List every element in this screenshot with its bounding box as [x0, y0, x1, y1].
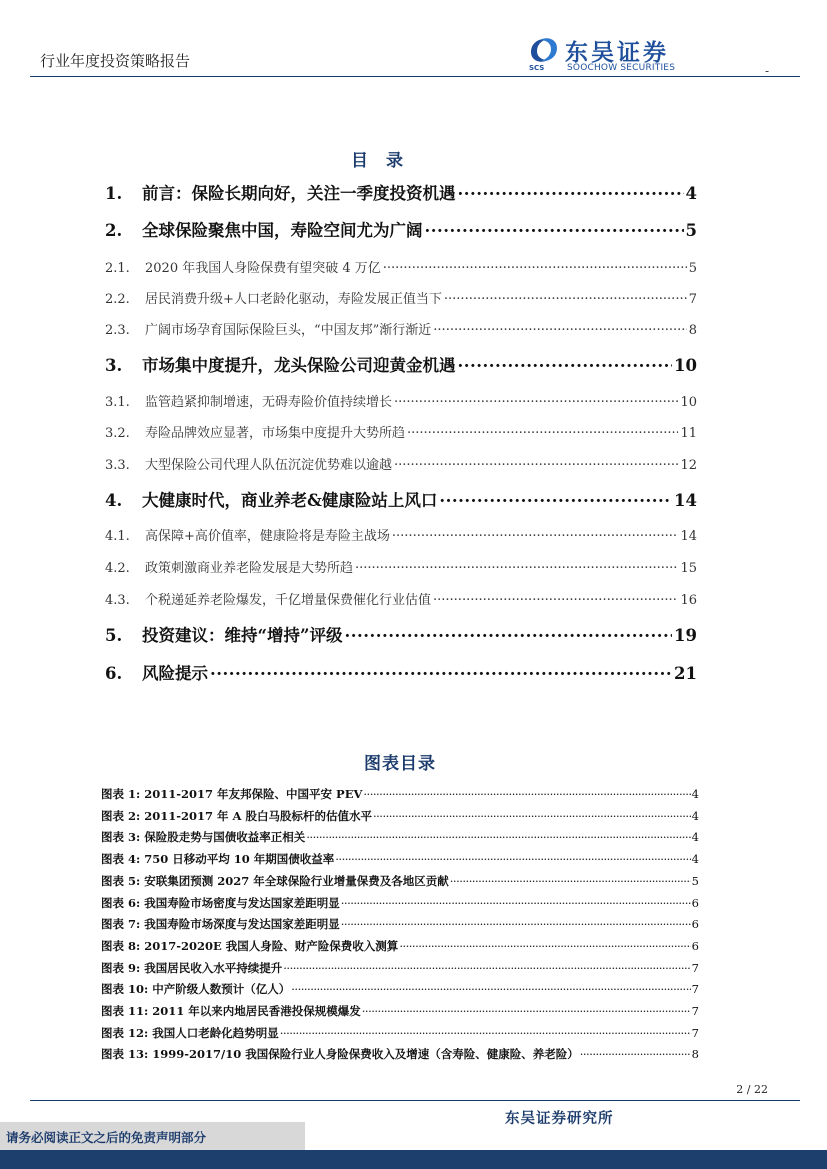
scs-logo-icon — [527, 36, 561, 66]
figure-entry-text: 图表 3: 保险股走势与国债收益率正相关 — [101, 830, 306, 844]
figure-leader-dots — [341, 896, 691, 908]
toc-leader-dots — [383, 259, 687, 272]
figure-entry-page: 4 — [691, 787, 699, 801]
figure-entry[interactable] — [101, 1003, 699, 1019]
toc-entry-page: 5 — [688, 261, 697, 276]
toc-entry-text: 风险提示 — [142, 664, 208, 683]
report-type-title: 行业年度投资策略报告 — [40, 52, 191, 70]
toc-entry-number: 4. — [105, 491, 123, 510]
toc-entry[interactable] — [105, 487, 697, 511]
toc-entry-page: 11 — [680, 426, 697, 441]
toc-subentry[interactable] — [105, 589, 697, 608]
figure-entry[interactable] — [101, 829, 699, 845]
figure-leader-dots — [373, 809, 691, 821]
toc-entry-text: 高保障+高价值率，健康险将是寿险主战场 — [145, 529, 390, 544]
figure-entry[interactable] — [101, 873, 699, 889]
toc-entry-text: 政策刺激商业养老险发展是大势所趋 — [145, 561, 354, 576]
figure-entry[interactable] — [101, 851, 699, 867]
toc-entry-page: 4 — [685, 184, 697, 203]
figure-leader-dots — [399, 939, 690, 951]
toc-entry-page: 8 — [688, 323, 697, 338]
toc-entry[interactable] — [105, 622, 697, 646]
figure-entry-page: 7 — [691, 961, 699, 975]
figure-entry[interactable] — [101, 1025, 699, 1041]
toc-entry-text: 2020 年我国人身险保费有望突破 4 万亿 — [145, 261, 381, 276]
figure-entry-text: 图表 10: 中产阶级人数预计（亿人） — [101, 982, 291, 996]
figure-entry[interactable] — [101, 981, 699, 997]
figure-entry-text: 图表 11: 2011 年以来内地居民香港投保规模爆发 — [101, 1004, 361, 1018]
figure-entry-page: 5 — [691, 874, 699, 888]
toc-subentry[interactable] — [105, 422, 697, 441]
toc-entry-text: 大健康时代，商业养老&健康险站上风口 — [142, 491, 438, 510]
figure-entry-page: 4 — [691, 852, 699, 866]
toc-leader-dots — [439, 490, 672, 507]
toc-entry-number: 1. — [105, 184, 123, 203]
toc-entry-text: 居民消费升级+人口老龄化驱动，寿险发展正值当下 — [145, 292, 442, 307]
figure-entry[interactable] — [101, 960, 699, 976]
footer-color-bar — [0, 1150, 827, 1169]
toc-leader-dots — [444, 290, 687, 303]
figure-entry[interactable] — [101, 938, 699, 954]
toc-entry[interactable] — [105, 180, 697, 204]
toc-entry-text: 市场集中度提升，龙头保险公司迎黄金机遇 — [142, 356, 456, 375]
toc-title: 目 录 — [351, 151, 409, 171]
toc-subentry[interactable] — [105, 319, 697, 338]
page-number: 2 / 22 — [736, 1083, 768, 1096]
toc-leader-dots — [394, 393, 678, 406]
toc-entry-page: 19 — [674, 626, 697, 645]
toc-leader-dots — [433, 321, 686, 334]
figure-entry-page: 8 — [691, 1047, 699, 1061]
toc-entry-page: 5 — [685, 221, 697, 240]
figure-entry-page: 7 — [691, 1004, 699, 1018]
figure-leader-dots — [335, 852, 690, 864]
toc-entry-page: 16 — [680, 593, 697, 608]
figure-entry-text: 图表 13: 1999-2017/10 我国保险行业人身险保费收入及增速（含寿险、健康险、养老险） — [101, 1047, 579, 1061]
toc-subentry[interactable] — [105, 391, 697, 410]
figure-entry[interactable] — [101, 808, 699, 824]
toc-entry-number: 2.3. — [105, 323, 130, 338]
toc-entry-number: 3.1. — [105, 395, 130, 410]
toc-entry-text: 寿险品牌效应显著，市场集中度提升大势所趋 — [145, 426, 406, 441]
toc-leader-dots — [407, 424, 678, 437]
toc-entry-page: 14 — [674, 491, 697, 510]
toc-entry-number: 2. — [105, 221, 123, 240]
toc-entry-text: 前言：保险长期向好，关注一季度投资机遇 — [142, 184, 456, 203]
figure-leader-dots — [363, 787, 690, 799]
figure-entry-page: 6 — [691, 896, 699, 910]
research-institute-name: 东吴证券研究所 — [505, 1110, 614, 1127]
toc-entry-number: 3.2. — [105, 426, 130, 441]
toc-entry-page: 12 — [680, 458, 697, 473]
toc-entry[interactable] — [105, 660, 697, 684]
toc-entry-text: 个税递延养老险爆发，千亿增量保费催化行业估值 — [145, 593, 432, 608]
figure-leader-dots — [280, 1026, 691, 1038]
toc-entry-number: 5. — [105, 626, 123, 645]
figure-index-title: 图表目录 — [364, 754, 436, 774]
toc-subentry[interactable] — [105, 454, 697, 473]
figure-entry-page: 7 — [691, 1026, 699, 1040]
figure-entry-text: 图表 1: 2011-2017 年友邦保险、中国平安 PEV — [101, 787, 363, 801]
figure-entry-page: 4 — [691, 809, 699, 823]
figure-leader-dots — [306, 830, 690, 842]
disclaimer-text: 请务必阅读正文之后的免责声明部分 — [6, 1130, 207, 1145]
header-divider — [30, 76, 800, 77]
figure-entry-text: 图表 7: 我国寿险市场深度与发达国家差距明显 — [101, 917, 340, 931]
toc-entry-page: 7 — [688, 292, 697, 307]
toc-entry-text: 大型保险公司代理人队伍沉淀优势难以逾越 — [145, 458, 393, 473]
logo-english-name: SOOCHOW SECURITIES — [567, 63, 676, 73]
figure-entry-text: 图表 6: 我国寿险市场密度与发达国家差距明显 — [101, 896, 340, 910]
toc-leader-dots — [355, 559, 678, 572]
toc-entry-number: 4.1. — [105, 529, 130, 544]
figure-leader-dots — [450, 874, 691, 886]
figure-entry-text: 图表 12: 我国人口老龄化趋势明显 — [101, 1026, 279, 1040]
toc-leader-dots — [210, 663, 672, 680]
toc-entry[interactable] — [105, 217, 697, 241]
figure-entry[interactable] — [101, 786, 699, 802]
toc-leader-dots — [344, 625, 672, 642]
toc-entry-number: 4.3. — [105, 593, 130, 608]
toc-entry-number: 4.2. — [105, 561, 130, 576]
toc-subentry[interactable] — [105, 257, 697, 276]
figure-entry-page: 7 — [691, 982, 699, 996]
company-logo — [527, 36, 697, 76]
figure-entry-page: 6 — [691, 939, 699, 953]
figure-entry-page: 4 — [691, 830, 699, 844]
figure-leader-dots — [341, 917, 691, 929]
figure-leader-dots — [362, 1004, 691, 1016]
figure-entry-page: 6 — [691, 917, 699, 931]
toc-subentry[interactable] — [105, 525, 697, 544]
figure-entry-text: 图表 9: 我国居民收入水平持续提升 — [101, 961, 283, 975]
toc-subentry[interactable] — [105, 288, 697, 307]
toc-entry-text: 全球保险聚焦中国，寿险空间尤为广阔 — [142, 221, 423, 240]
toc-leader-dots — [458, 355, 673, 372]
logo-mark-text: SCS — [529, 64, 545, 72]
figure-leader-dots — [283, 961, 690, 973]
toc-leader-dots — [392, 527, 679, 540]
toc-entry-number: 2.2. — [105, 292, 130, 307]
toc-subentry[interactable] — [105, 557, 697, 576]
toc-entry-page: 14 — [680, 529, 697, 544]
figure-entry-text: 图表 4: 750 日移动平均 10 年期国债收益率 — [101, 852, 335, 866]
toc-entry-page: 21 — [674, 664, 697, 683]
footer-divider — [30, 1100, 800, 1101]
figure-entry-text: 图表 5: 安联集团预测 2027 年全球保险行业增量保费及各地区贡献 — [101, 874, 449, 888]
figure-entry-text: 图表 8: 2017-2020E 我国人身险、财产险保费收入测算 — [101, 939, 399, 953]
toc-entry-page: 10 — [674, 356, 697, 375]
figure-entry[interactable] — [101, 895, 699, 911]
logo-chinese-name: 东吴证券 — [565, 40, 669, 66]
toc-entry-text: 投资建议：维持“增持”评级 — [142, 626, 343, 645]
figure-entry[interactable] — [101, 916, 699, 932]
toc-entry-number: 2.1. — [105, 261, 130, 276]
toc-entry[interactable] — [105, 352, 697, 376]
figure-leader-dots — [291, 982, 690, 994]
toc-entry-text: 监管趋紧抑制增速，无碍寿险价值持续增长 — [145, 395, 393, 410]
figure-entry[interactable] — [101, 1046, 699, 1062]
figure-entry-text: 图表 2: 2011-2017 年 A 股白马股标杆的估值水平 — [101, 809, 372, 823]
figure-leader-dots — [580, 1047, 691, 1059]
toc-leader-dots — [458, 183, 684, 200]
toc-leader-dots — [394, 456, 678, 469]
toc-entry-page: 15 — [680, 561, 697, 576]
header-dash: - — [765, 64, 770, 78]
toc-entry-number: 3. — [105, 356, 123, 375]
toc-leader-dots — [433, 591, 678, 604]
disclaimer-banner — [0, 1122, 305, 1150]
toc-entry-number: 3.3. — [105, 458, 130, 473]
toc-entry-text: 广阔市场孕育国际保险巨头，“中国友邦”渐行渐近 — [145, 323, 432, 338]
toc-leader-dots — [425, 220, 684, 237]
toc-entry-page: 10 — [680, 395, 697, 410]
toc-entry-number: 6. — [105, 664, 123, 683]
